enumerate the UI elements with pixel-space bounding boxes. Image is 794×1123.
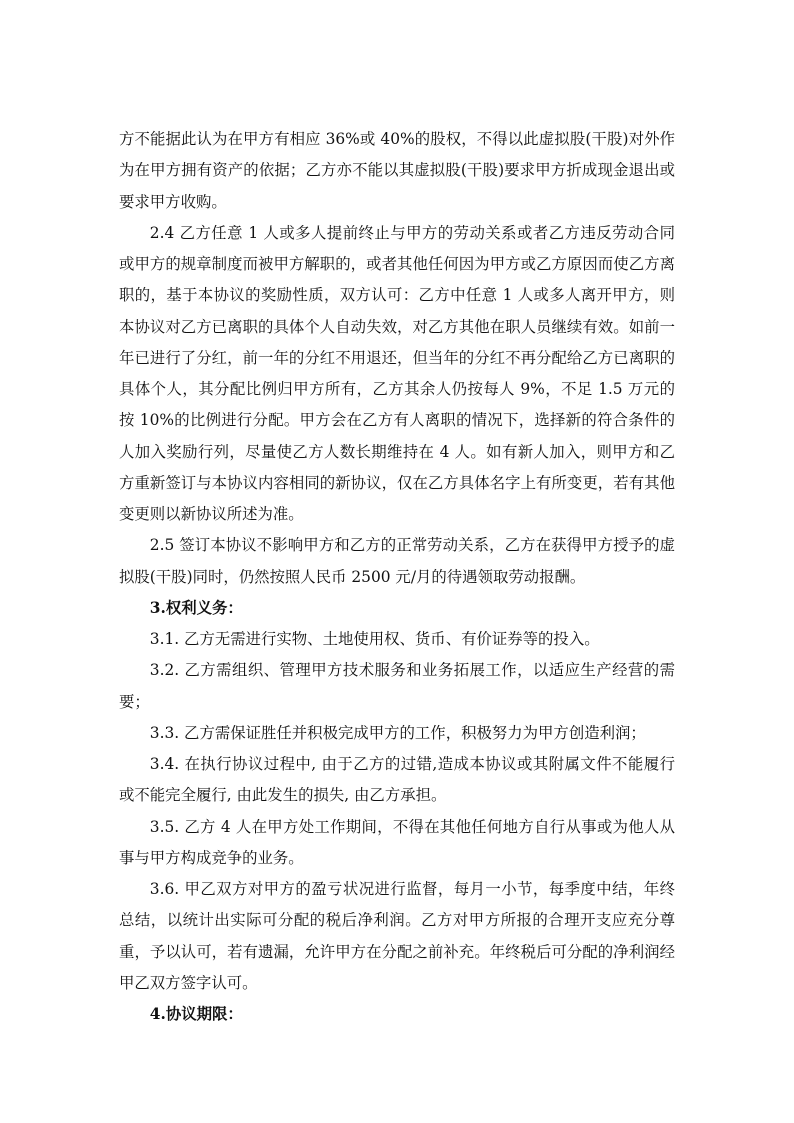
document-body (119, 124, 675, 1030)
paragraph-2-5: 2.5 签订本协议不影响甲方和乙方的正常劳动关系，乙方在获得甲方授予的虚拟股(干股)同时，仍然按照人民币 2500 元/月的待遇领取劳动报酬。 (119, 536, 675, 586)
paragraph-3-1: 3.1. 乙方无需进行实物、土地使用权、货币、有价证券等的投入。 (149, 630, 600, 648)
paragraph-3-5: 3.5. 乙方 4 人在甲方处工作期间，不得在其他任何地方自行从事或为他人从事与甲方构成竞争的业务。 (119, 817, 675, 867)
paragraph-3-2: 3.2. 乙方需组织、管理甲方技术服务和业务拓展工作，以适应生产经营的需要； (119, 661, 675, 711)
paragraph-2-4: 2.4 乙方任意 1 人或多人提前终止与甲方的劳动关系或者乙方违反劳动合同或甲方的规章制度而被甲方解职的，或者其他任何因为甲方或乙方原因而使乙方离职的，基于本协议的奖励性质，双方认可：乙方中任意 1 人或多人离开甲方，则本协议对乙方已离职的具体个人自动失效，对乙方其他在职人员继续有效。如前一年已进行了分红，前一年的分红不用退还，但当年的分红不再分配给乙方已离职的具体个人，其分配比例归甲方所有，乙方其余人仍按每人 9%，不足 1.5 万元的按 10%的比例进行分配。甲方会在乙方有人离职的情况下，选择新的符合条件的人加入奖励行列，尽量使乙方人数长期维持在 4 人。如有新人加入，则甲方和乙方重新签订与本协议内容相同的新协议，仅在乙方具体名字上有所变更，若有其他变更则以新协议所述为准。 (119, 223, 675, 523)
paragraph-3-4: 3.4. 在执行协议过程中, 由于乙方的过错,造成本协议或其附属文件不能履行或不能完全履行, 由此发生的损失, 由乙方承担。 (119, 755, 675, 805)
paragraph-continuation: 方不能据此认为在甲方有相应 36%或 40%的股权，不得以此虚拟股(干股)对外作为在甲方拥有资产的依据；乙方亦不能以其虚拟股(干股)要求甲方折成现金退出或要求甲方收购。 (119, 130, 675, 211)
section-heading-3: 3.权利义务： (149, 598, 243, 617)
paragraph-3-6: 3.6. 甲乙双方对甲方的盈亏状况进行监督，每月一小节，每季度中结，年终总结，以统计出实际可分配的税后净利润。乙方对甲方所报的合理开支应充分尊重，予以认可，若有遗漏，允许甲方在分配之前补充。年终税后可分配的净利润经甲乙双方签字认可。 (119, 880, 675, 992)
paragraph-3-3: 3.3. 乙方需保证胜任并积极完成甲方的工作，积极努力为甲方创造利润； (149, 723, 646, 742)
section-heading-4: 4.协议期限： (149, 1005, 243, 1023)
